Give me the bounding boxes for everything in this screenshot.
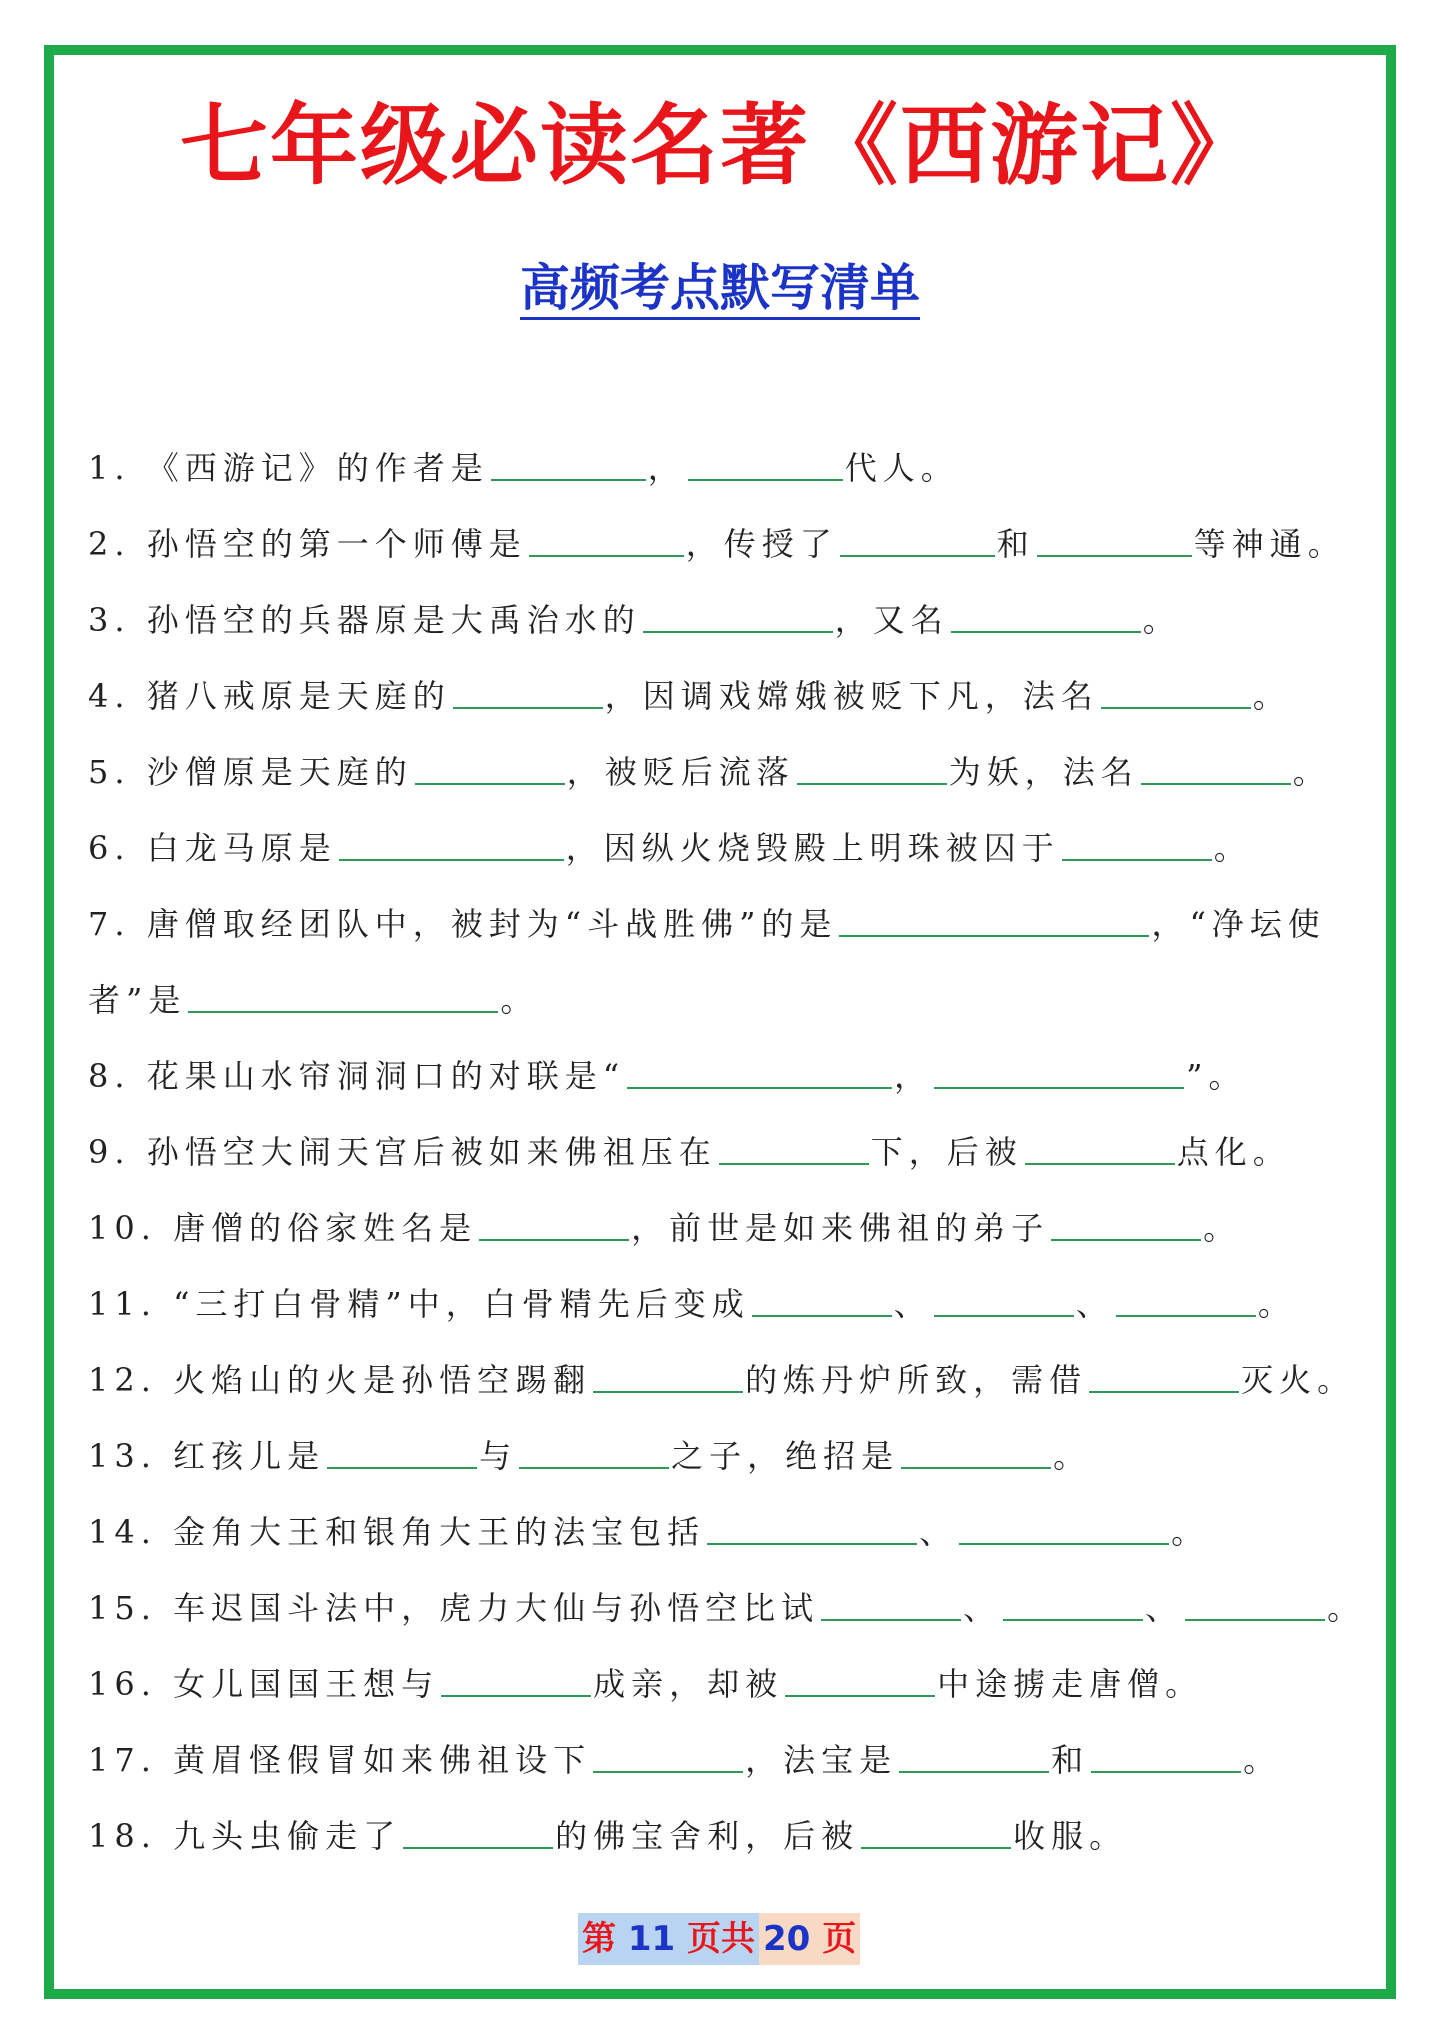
question-text: 红孩儿是 bbox=[173, 1437, 326, 1475]
question-number: 2. bbox=[88, 525, 131, 563]
answer-blank[interactable] bbox=[453, 673, 603, 709]
answer-blank[interactable] bbox=[951, 597, 1141, 633]
question-text: ，前世是如来佛祖的弟子 bbox=[631, 1209, 1050, 1247]
question-text: 。 bbox=[1252, 677, 1291, 715]
page-subtitle: 高频考点默写清单 bbox=[520, 262, 920, 320]
answer-blank[interactable] bbox=[899, 1737, 1049, 1773]
question-text: 与 bbox=[479, 1437, 518, 1475]
question-9 bbox=[88, 1122, 1368, 1198]
answer-blank[interactable] bbox=[840, 521, 995, 557]
question-10 bbox=[88, 1198, 1368, 1274]
answer-blank[interactable] bbox=[593, 1737, 743, 1773]
question-text: “三打白骨精”中，白骨精先后变成 bbox=[173, 1285, 750, 1323]
answer-blank[interactable] bbox=[593, 1357, 743, 1393]
question-text: 。 bbox=[1213, 829, 1252, 867]
answer-blank[interactable] bbox=[1062, 825, 1212, 861]
question-number: 11. bbox=[88, 1285, 157, 1323]
question-number: 3. bbox=[88, 601, 131, 639]
question-text: 九头虫偷走了 bbox=[173, 1817, 402, 1855]
answer-blank[interactable] bbox=[1141, 749, 1291, 785]
question-4 bbox=[88, 666, 1368, 742]
question-1 bbox=[88, 438, 1368, 514]
answer-blank[interactable] bbox=[627, 1053, 892, 1089]
question-text: 。 bbox=[1053, 1437, 1092, 1475]
question-15 bbox=[88, 1578, 1368, 1654]
answer-blank[interactable] bbox=[403, 1813, 553, 1849]
question-text: 。 bbox=[1327, 1589, 1366, 1627]
answer-blank[interactable] bbox=[1051, 1205, 1201, 1241]
question-text: 。 bbox=[1243, 1741, 1282, 1779]
question-number: 18. bbox=[88, 1817, 157, 1855]
answer-blank[interactable] bbox=[1116, 1281, 1256, 1317]
question-text: 代人。 bbox=[844, 449, 959, 487]
question-text: 火焰山的火是孙悟空踢翻 bbox=[173, 1361, 592, 1399]
page-total: 20 bbox=[763, 1919, 811, 1959]
answer-blank[interactable] bbox=[519, 1433, 669, 1469]
question-number: 8. bbox=[88, 1057, 131, 1095]
question-text: 《西游记》的作者是 bbox=[146, 449, 489, 487]
question-text: 之子，绝招是 bbox=[671, 1437, 900, 1475]
answer-blank[interactable] bbox=[188, 977, 498, 1013]
question-text: 、 bbox=[919, 1513, 958, 1551]
answer-blank[interactable] bbox=[479, 1205, 629, 1241]
question-text: 的佛宝舍利，后被 bbox=[555, 1817, 860, 1855]
question-text: 车迟国斗法中，虎力大仙与孙悟空比试 bbox=[173, 1589, 820, 1627]
question-text: 白龙马原是 bbox=[146, 829, 337, 867]
question-6 bbox=[88, 818, 1368, 894]
answer-blank[interactable] bbox=[1003, 1585, 1143, 1621]
answer-blank[interactable] bbox=[861, 1813, 1011, 1849]
answer-blank[interactable] bbox=[934, 1281, 1074, 1317]
page-current-segment bbox=[578, 1913, 759, 1965]
question-text: ”。 bbox=[1186, 1057, 1247, 1095]
question-text: 的炼丹炉所致，需借 bbox=[745, 1361, 1088, 1399]
question-text: ，又名 bbox=[834, 601, 949, 639]
question-12 bbox=[88, 1350, 1368, 1426]
answer-blank[interactable] bbox=[1089, 1357, 1239, 1393]
question-text: 下，后被 bbox=[870, 1133, 1023, 1171]
answer-blank[interactable] bbox=[901, 1433, 1051, 1469]
question-text: 等神通。 bbox=[1193, 525, 1346, 563]
question-text: 。 bbox=[500, 981, 539, 1019]
question-number: 7. bbox=[88, 905, 131, 943]
question-text: 者”是 bbox=[88, 981, 187, 1019]
answer-blank[interactable] bbox=[1185, 1585, 1325, 1621]
question-17 bbox=[88, 1730, 1368, 1806]
question-number: 6. bbox=[88, 829, 131, 867]
question-number: 5. bbox=[88, 753, 131, 791]
question-3 bbox=[88, 590, 1368, 666]
answer-blank[interactable] bbox=[529, 521, 684, 557]
question-text: 沙僧原是天庭的 bbox=[146, 753, 413, 791]
question-8 bbox=[88, 1046, 1368, 1122]
page-label-prefix: 第 bbox=[582, 1919, 616, 1959]
answer-blank[interactable] bbox=[752, 1281, 892, 1317]
page-number bbox=[578, 1913, 860, 1965]
answer-blank[interactable] bbox=[688, 445, 843, 481]
question-text: 女儿国国王想与 bbox=[173, 1665, 440, 1703]
answer-blank[interactable] bbox=[339, 825, 564, 861]
question-14 bbox=[88, 1502, 1368, 1578]
question-text: 花果山水帘洞洞口的对联是“ bbox=[146, 1057, 626, 1095]
question-text: ，“净坛使 bbox=[1151, 905, 1326, 943]
question-7 bbox=[88, 894, 1368, 970]
question-text: 、 bbox=[1145, 1589, 1184, 1627]
question-text: 。 bbox=[1203, 1209, 1242, 1247]
question-text: 和 bbox=[1051, 1741, 1090, 1779]
question-2 bbox=[88, 514, 1368, 590]
question-text: ， bbox=[647, 449, 686, 487]
answer-blank[interactable] bbox=[643, 597, 833, 633]
answer-blank[interactable] bbox=[1101, 673, 1251, 709]
page-current: 11 bbox=[627, 1919, 676, 1959]
question-text: 灭火。 bbox=[1241, 1361, 1356, 1399]
question-text: 唐僧取经团队中，被封为“斗战胜佛”的是 bbox=[146, 905, 838, 943]
question-text: 。 bbox=[1142, 601, 1181, 639]
question-text: ， bbox=[894, 1057, 933, 1095]
question-13 bbox=[88, 1426, 1368, 1502]
question-number: 12. bbox=[88, 1361, 157, 1399]
answer-blank[interactable] bbox=[719, 1129, 869, 1165]
answer-blank[interactable] bbox=[707, 1509, 917, 1545]
question-text: 、 bbox=[963, 1589, 1002, 1627]
question-text: 成亲，却被 bbox=[593, 1665, 784, 1703]
question-number: 13. bbox=[88, 1437, 157, 1475]
answer-blank[interactable] bbox=[1037, 521, 1192, 557]
answer-blank[interactable] bbox=[959, 1509, 1169, 1545]
question-text: 孙悟空的兵器原是大禹治水的 bbox=[146, 601, 641, 639]
question-text: 。 bbox=[1171, 1513, 1210, 1551]
answer-blank[interactable] bbox=[415, 749, 565, 785]
question-text: 点化。 bbox=[1176, 1133, 1291, 1171]
question-number: 15. bbox=[88, 1589, 157, 1627]
question-number: 16. bbox=[88, 1665, 157, 1703]
question-text: 。 bbox=[1292, 753, 1331, 791]
answer-blank[interactable] bbox=[785, 1661, 935, 1697]
question-number: 4. bbox=[88, 677, 131, 715]
answer-blank[interactable] bbox=[797, 749, 947, 785]
question-number: 1. bbox=[88, 449, 131, 487]
question-text: ，被贬后流落 bbox=[566, 753, 795, 791]
question-text: ，传授了 bbox=[685, 525, 838, 563]
answer-blank[interactable] bbox=[1091, 1737, 1241, 1773]
question-16 bbox=[88, 1654, 1368, 1730]
answer-blank[interactable] bbox=[327, 1433, 477, 1469]
question-text: 、 bbox=[1075, 1285, 1114, 1323]
page-label-mid: 页共 bbox=[687, 1919, 756, 1959]
question-11 bbox=[88, 1274, 1368, 1350]
question-18 bbox=[88, 1806, 1368, 1882]
question-list bbox=[88, 438, 1368, 1882]
answer-blank[interactable] bbox=[821, 1585, 961, 1621]
question-number: 10. bbox=[88, 1209, 157, 1247]
answer-blank[interactable] bbox=[934, 1053, 1184, 1089]
answer-blank[interactable] bbox=[839, 901, 1149, 937]
question-text: 和 bbox=[996, 525, 1035, 563]
question-text: 。 bbox=[1257, 1285, 1296, 1323]
subtitle-container bbox=[0, 259, 1440, 320]
question-text: 金角大王和银角大王的法宝包括 bbox=[173, 1513, 706, 1551]
answer-blank[interactable] bbox=[491, 445, 646, 481]
question-number: 17. bbox=[88, 1741, 157, 1779]
question-text: 黄眉怪假冒如来佛祖设下 bbox=[173, 1741, 592, 1779]
question-text: 为妖，法名 bbox=[948, 753, 1139, 791]
question-7-continued bbox=[88, 970, 1368, 1046]
question-text: 孙悟空大闹天宫后被如来佛祖压在 bbox=[146, 1133, 717, 1171]
question-5 bbox=[88, 742, 1368, 818]
page-title: 七年级必读名著《西游记》 bbox=[179, 94, 1260, 197]
question-text: 唐僧的俗家姓名是 bbox=[173, 1209, 478, 1247]
question-text: 猪八戒原是天庭的 bbox=[146, 677, 451, 715]
question-text: ，因调戏嫦娥被贬下凡，法名 bbox=[604, 677, 1099, 715]
question-text: 孙悟空的第一个师傅是 bbox=[146, 525, 527, 563]
answer-blank[interactable] bbox=[1025, 1129, 1175, 1165]
question-text: 、 bbox=[893, 1285, 932, 1323]
question-text: 收服。 bbox=[1013, 1817, 1128, 1855]
question-text: ，法宝是 bbox=[745, 1741, 898, 1779]
question-text: 中途掳走唐僧。 bbox=[937, 1665, 1204, 1703]
answer-blank[interactable] bbox=[441, 1661, 591, 1697]
page-total-segment bbox=[759, 1913, 860, 1965]
question-number: 14. bbox=[88, 1513, 157, 1551]
question-text: ，因纵火烧毁殿上明珠被囚于 bbox=[565, 829, 1060, 867]
question-number: 9. bbox=[88, 1133, 131, 1171]
page-label-suffix: 页 bbox=[822, 1919, 857, 1959]
